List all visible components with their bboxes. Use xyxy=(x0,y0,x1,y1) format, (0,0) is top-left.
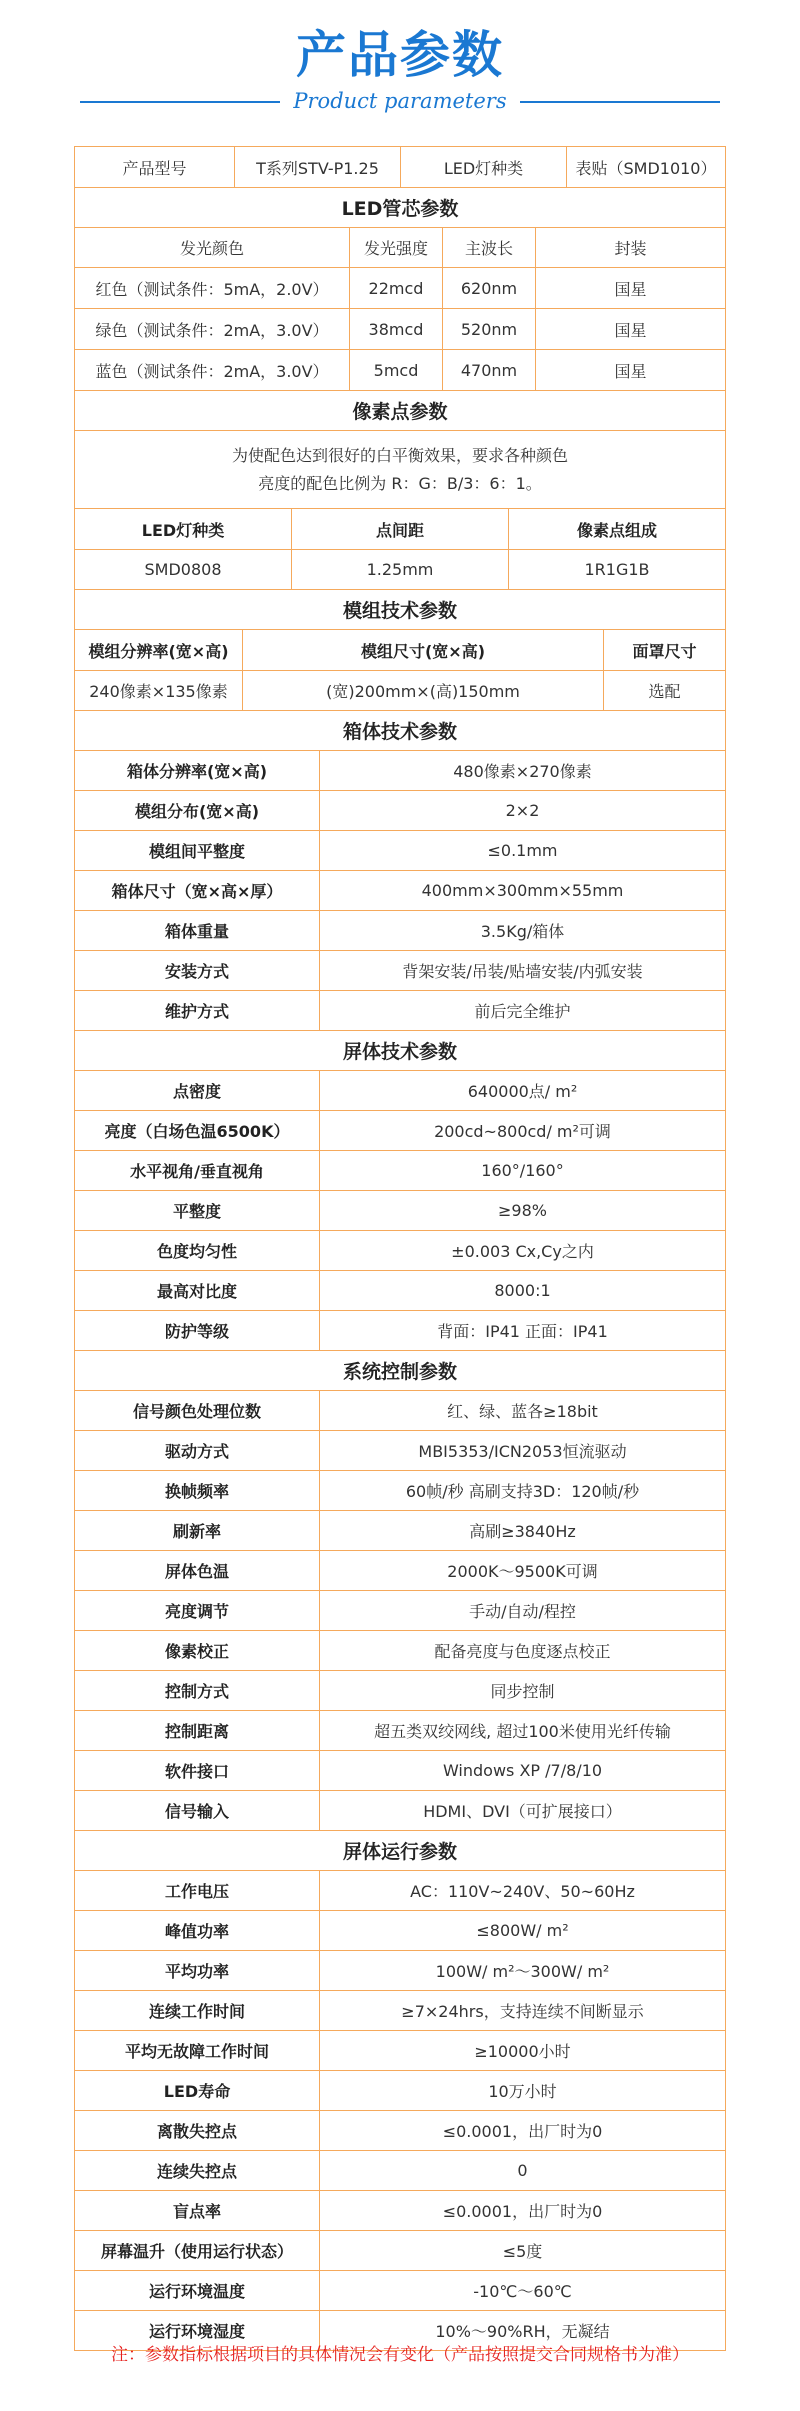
table-row xyxy=(74,1111,726,1151)
param-label: 连续工作时间 xyxy=(75,1991,320,2030)
param-label: 亮度（白场色温6500K） xyxy=(75,1111,320,1150)
table-row xyxy=(74,911,726,951)
table-row xyxy=(74,550,726,590)
led-chip-header-row xyxy=(74,228,726,268)
param-label: 控制距离 xyxy=(75,1711,320,1750)
param-label: 屏幕温升（使用运行状态） xyxy=(75,2231,320,2270)
section-control xyxy=(74,1351,726,1391)
header-cell: 主波长 xyxy=(443,228,536,267)
pixel-note xyxy=(74,431,726,509)
table-row xyxy=(74,2031,726,2071)
led-type-label: LED灯种类 xyxy=(401,147,567,187)
param-value: ≤0.0001，出厂时为0 xyxy=(320,2111,726,2150)
page-subtitle: Product parameters xyxy=(293,89,507,113)
table-row xyxy=(74,1751,726,1791)
table-row xyxy=(74,1471,726,1511)
param-label: 峰值功率 xyxy=(75,1911,320,1950)
param-value: AC：110V~240V、50~60Hz xyxy=(320,1871,726,1910)
param-value: ≥7×24hrs，支持连续不间断显示 xyxy=(320,1991,726,2030)
header-cell: 面罩尺寸 xyxy=(604,630,726,670)
table-row xyxy=(74,1951,726,1991)
footnote: 注：参数指标根据项目的具体情况会有变化（产品按照提交合同规格书为准） xyxy=(111,2345,689,2365)
table-row xyxy=(74,2151,726,2191)
param-value: 同步控制 xyxy=(320,1671,726,1710)
param-value: -10℃～60℃ xyxy=(320,2271,726,2310)
header-cell: 像素点组成 xyxy=(509,509,726,549)
param-value: Windows XP /7/8/10 xyxy=(320,1751,726,1790)
param-value: 3.5Kg/箱体 xyxy=(320,911,726,950)
led-type-value: 表贴（SMD1010） xyxy=(567,147,726,187)
param-label: 工作电压 xyxy=(75,1871,320,1910)
param-label: 刷新率 xyxy=(75,1511,320,1550)
param-value: 前后完全维护 xyxy=(320,991,726,1030)
table-row xyxy=(74,1151,726,1191)
param-label: 控制方式 xyxy=(75,1671,320,1710)
table-row xyxy=(74,1791,726,1831)
table-row xyxy=(74,350,726,391)
param-value: 10%～90%RH，无凝结 xyxy=(320,2311,726,2350)
header-cell: 封装 xyxy=(536,228,726,267)
param-value: 红、绿、蓝各≥18bit xyxy=(320,1391,726,1430)
param-label: 平整度 xyxy=(75,1191,320,1230)
table-row xyxy=(74,2111,726,2151)
table-cell: 520nm xyxy=(443,309,536,349)
table-row xyxy=(74,1071,726,1111)
table-row xyxy=(74,671,726,711)
param-label: 箱体重量 xyxy=(75,911,320,950)
header-cell: 模组尺寸(宽×高) xyxy=(243,630,604,670)
param-value: 640000点/ m² xyxy=(320,1071,726,1110)
param-value: 10万小时 xyxy=(320,2071,726,2110)
section-title: 像素点参数 xyxy=(75,391,726,430)
table-cell: 国星 xyxy=(536,350,726,390)
section-title: 箱体技术参数 xyxy=(75,711,726,750)
model-label: 产品型号 xyxy=(75,147,235,187)
param-value: 超五类双绞网线, 超过100米使用光纤传输 xyxy=(320,1711,726,1750)
table-row xyxy=(74,309,726,350)
param-label: 信号输入 xyxy=(75,1791,320,1830)
param-label: 像素校正 xyxy=(75,1631,320,1670)
param-value: 400mm×300mm×55mm xyxy=(320,871,726,910)
param-label: 软件接口 xyxy=(75,1751,320,1790)
param-label: 屏体色温 xyxy=(75,1551,320,1590)
param-label: 安装方式 xyxy=(75,951,320,990)
param-value: ≥98% xyxy=(320,1191,726,1230)
param-label: 模组间平整度 xyxy=(75,831,320,870)
table-row xyxy=(74,1311,726,1351)
header-cell: LED灯种类 xyxy=(75,509,292,549)
param-label: 模组分布(宽×高) xyxy=(75,791,320,830)
param-label: 点密度 xyxy=(75,1071,320,1110)
table-cell: 国星 xyxy=(536,268,726,308)
table-cell: 1R1G1B xyxy=(509,550,726,589)
param-label: 运行环境湿度 xyxy=(75,2311,320,2350)
table-row xyxy=(74,2231,726,2271)
param-value: 480像素×270像素 xyxy=(320,751,726,790)
param-value: 背面：IP41 正面：IP41 xyxy=(320,1311,726,1350)
param-value: 200cd~800cd/ m²可调 xyxy=(320,1111,726,1150)
param-value: HDMI、DVI（可扩展接口） xyxy=(320,1791,726,1830)
pixel-note-line: 为使配色达到很好的白平衡效果，要求各种颜色 xyxy=(231,445,568,465)
param-label: 连续失控点 xyxy=(75,2151,320,2190)
table-cell: 红色（测试条件：5mA，2.0V） xyxy=(75,268,350,308)
header-cell: 发光强度 xyxy=(350,228,443,267)
table-row xyxy=(74,1391,726,1431)
table-row xyxy=(74,2271,726,2311)
section-title: 屏体运行参数 xyxy=(75,1831,726,1870)
param-label: 维护方式 xyxy=(75,991,320,1030)
param-label: 水平视角/垂直视角 xyxy=(75,1151,320,1190)
table-cell: 绿色（测试条件：2mA，3.0V） xyxy=(75,309,350,349)
param-value: ≤0.0001，出厂时为0 xyxy=(320,2191,726,2230)
table-row xyxy=(74,751,726,791)
section-title: LED管芯参数 xyxy=(75,188,726,227)
param-label: 驱动方式 xyxy=(75,1431,320,1470)
table-row xyxy=(74,871,726,911)
section-cabinet xyxy=(74,711,726,751)
table-row xyxy=(74,268,726,309)
param-value: ≤0.1mm xyxy=(320,831,726,870)
param-value: 高刷≥3840Hz xyxy=(320,1511,726,1550)
section-title: 模组技术参数 xyxy=(75,590,726,629)
param-label: 运行环境温度 xyxy=(75,2271,320,2310)
param-value: ±0.003 Cx,Cy之内 xyxy=(320,1231,726,1270)
table-cell: 38mcd xyxy=(350,309,443,349)
param-label: 平均无故障工作时间 xyxy=(75,2031,320,2070)
param-value: 160°/160° xyxy=(320,1151,726,1190)
table-row xyxy=(74,1911,726,1951)
table-row xyxy=(74,1871,726,1911)
table-cell: 1.25mm xyxy=(292,550,509,589)
table-cell: 国星 xyxy=(536,309,726,349)
param-label: 亮度调节 xyxy=(75,1591,320,1630)
param-label: 色度均匀性 xyxy=(75,1231,320,1270)
param-value: 手动/自动/程控 xyxy=(320,1591,726,1630)
table-row xyxy=(74,1551,726,1591)
param-label: 信号颜色处理位数 xyxy=(75,1391,320,1430)
table-row xyxy=(74,1231,726,1271)
param-label: 离散失控点 xyxy=(75,2111,320,2150)
table-row xyxy=(74,1711,726,1751)
header-cell: 点间距 xyxy=(292,509,509,549)
section-module xyxy=(74,590,726,630)
table-row xyxy=(74,951,726,991)
param-label: 盲点率 xyxy=(75,2191,320,2230)
table-cell: (宽)200mm×(高)150mm xyxy=(243,671,604,710)
param-value: 背架安装/吊装/贴墙安装/内弧安装 xyxy=(320,951,726,990)
table-row xyxy=(74,1631,726,1671)
table-row xyxy=(74,1271,726,1311)
section-screen xyxy=(74,1031,726,1071)
table-row xyxy=(74,991,726,1031)
table-row xyxy=(74,1191,726,1231)
param-value: 配备亮度与色度逐点校正 xyxy=(320,1631,726,1670)
table-cell: 470nm xyxy=(443,350,536,390)
model-value: T系列STV-P1.25 xyxy=(235,147,401,187)
table-row xyxy=(74,791,726,831)
model-info-row xyxy=(74,147,726,188)
param-label: LED寿命 xyxy=(75,2071,320,2110)
pixel-note-text xyxy=(75,431,726,508)
param-value: 8000:1 xyxy=(320,1271,726,1310)
section-title: 系统控制参数 xyxy=(75,1351,726,1390)
param-label: 换帧频率 xyxy=(75,1471,320,1510)
table-row xyxy=(74,1431,726,1471)
table-cell: 22mcd xyxy=(350,268,443,308)
section-operation xyxy=(74,1831,726,1871)
table-cell: 620nm xyxy=(443,268,536,308)
pixel-note-line: 亮度的配色比例为 R：G：B/3：6：1。 xyxy=(258,473,542,493)
table-row xyxy=(74,1511,726,1551)
param-value: 60帧/秒 高刷支持3D：120帧/秒 xyxy=(320,1471,726,1510)
module-header-row xyxy=(74,630,726,671)
table-row xyxy=(74,2071,726,2111)
section-pixel xyxy=(74,391,726,431)
param-value: 0 xyxy=(320,2151,726,2190)
page-title: 产品参数 xyxy=(296,26,504,84)
param-label: 平均功率 xyxy=(75,1951,320,1990)
param-value: 2×2 xyxy=(320,791,726,830)
table-row xyxy=(74,831,726,871)
param-value: 100W/ m²～300W/ m² xyxy=(320,1951,726,1990)
section-led-chip xyxy=(74,188,726,228)
table-cell: SMD0808 xyxy=(75,550,292,589)
header-cell: 发光颜色 xyxy=(75,228,350,267)
page-header xyxy=(0,0,800,138)
param-label: 防护等级 xyxy=(75,1311,320,1350)
header-cell: 模组分辨率(宽×高) xyxy=(75,630,243,670)
param-label: 最高对比度 xyxy=(75,1271,320,1310)
param-value: ≤800W/ m² xyxy=(320,1911,726,1950)
table-row xyxy=(74,1591,726,1631)
table-row xyxy=(74,2191,726,2231)
spec-table xyxy=(74,146,726,2351)
param-value: ≤5度 xyxy=(320,2231,726,2270)
table-row xyxy=(74,1671,726,1711)
section-title: 屏体技术参数 xyxy=(75,1031,726,1070)
table-cell: 蓝色（测试条件：2mA，3.0V） xyxy=(75,350,350,390)
param-label: 箱体尺寸（宽×高×厚） xyxy=(75,871,320,910)
table-cell: 240像素×135像素 xyxy=(75,671,243,710)
param-value: MBI5353/ICN2053恒流驱动 xyxy=(320,1431,726,1470)
param-label: 箱体分辨率(宽×高) xyxy=(75,751,320,790)
param-value: ≥10000小时 xyxy=(320,2031,726,2070)
pixel-header-row xyxy=(74,509,726,550)
param-value: 2000K～9500K可调 xyxy=(320,1551,726,1590)
table-cell: 5mcd xyxy=(350,350,443,390)
table-cell: 选配 xyxy=(604,671,726,710)
table-row xyxy=(74,1991,726,2031)
